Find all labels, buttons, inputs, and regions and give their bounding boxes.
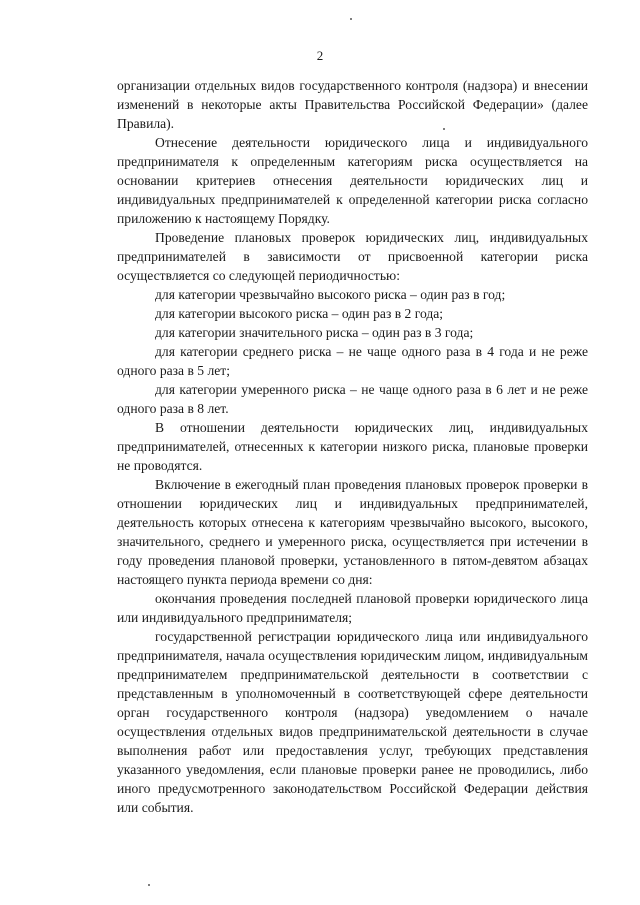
paragraph-low-risk: В отношении деятельности юридических лиц, индивидуальных предпринимателей, отнесенных к категории низкого риска, плановые проверки не проводятся. — [117, 420, 588, 473]
scan-speck — [350, 18, 352, 20]
list-item-high-risk: для категории высокого риска – один раз в 2 года; — [155, 306, 444, 321]
page-number: 2 — [316, 48, 324, 63]
scan-speck — [148, 884, 150, 886]
list-item-extremely-high-risk: для категории чрезвычайно высокого риска – один раз в год; — [155, 287, 506, 302]
list-item-moderate-risk: для категории умеренного риска – не чаще одного раза в 6 лет и не реже одного раза в 8 лет. — [117, 382, 588, 416]
paragraph-inspection-frequency: Проведение плановых проверок юридических лиц, индивидуальных предпринимателей в зависимости от присвоенной категории риска осуществляется со следующей периодичностью: — [117, 230, 588, 283]
list-item-medium-risk: для категории среднего риска – не чаще одного раза в 4 года и не реже одного раза в 5 лет; — [117, 344, 588, 378]
paragraph-risk-assignment: Отнесение деятельности юридического лица и индивидуального предпринимателя к определенным категориям риска осуществляется на основании критериев отнесения деятельности юридических лиц и индивидуальных предпринимателей к определенной категории риска согласно приложению к настоящему Порядку. — [117, 135, 588, 226]
document-body — [117, 76, 588, 817]
paragraph-intro-continuation: организации отдельных видов государственного контроля (надзора) и внесении изменений в некоторые акты Правительства Российской Федерации» (далее Правила). — [117, 78, 588, 131]
list-item-last-inspection: окончания проведения последней плановой проверки юридического лица или индивидуального предпринимателя; — [117, 591, 588, 625]
paragraph-annual-plan: Включение в ежегодный план проведения плановых проверок проверки в отношении юридических лиц и индивидуальных предпринимателей, деятельность которых отнесена к категориям чрезвычайно высокого, высокого, значительного, среднего и умеренного риска, осуществляется при истечении в году проведения плановой проверки, установленного в пятом-девятом абзацах настоящего пункта периода времени со дня: — [117, 477, 588, 587]
list-item-significant-risk: для категории значительного риска – один раз в 3 года; — [155, 325, 474, 340]
scan-speck — [443, 128, 445, 130]
list-item-state-registration: государственной регистрации юридического лица или индивидуального предпринимателя, начала осуществления юридическим лицом, индивидуальным предпринимателем предпринимательской деятельности в соответствии с представленным в уполномоченный в соответствующей сфере деятельности орган государственного контроля (надзора) уведомлением о начале осуществления отдельных видов предпринимательской деятельности в случае выполнения работ или предоставления услуг, требующих представления указанного уведомления, если плановые проверки ранее не проводились, либо иного предусмотренного законодательством Российской Федерации действия или события. — [117, 629, 588, 815]
